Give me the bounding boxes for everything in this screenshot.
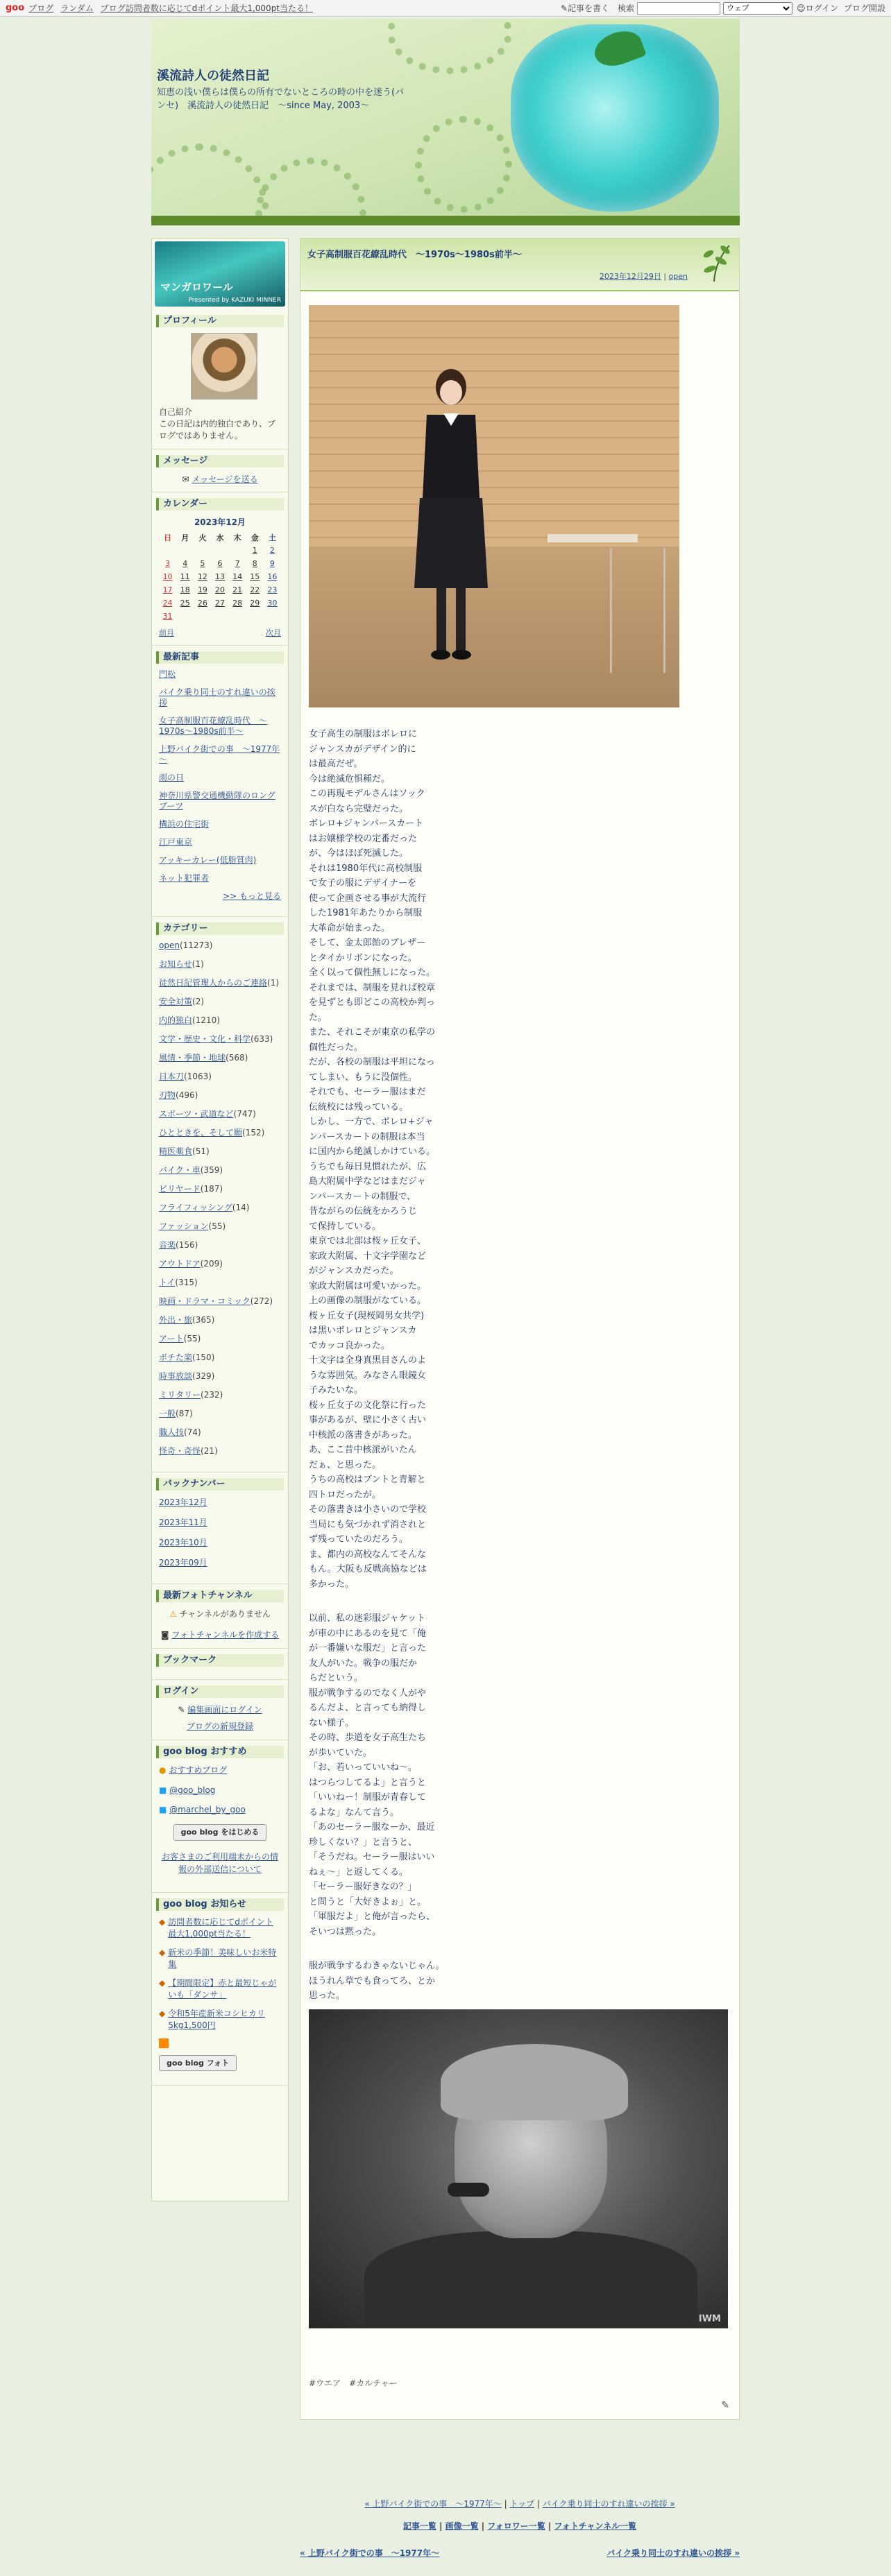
category-link[interactable]: open xyxy=(159,941,180,950)
category-link[interactable]: ボチた楽 xyxy=(159,1353,193,1362)
categories-heading: カテゴリー xyxy=(156,922,284,935)
category-link[interactable]: お知らせ xyxy=(159,959,192,969)
leaf-ornament-icon xyxy=(695,240,733,286)
article-nav: « 上野バイク街での事 ～1977年～ | トップ | バイク乗り同士のすれ違いの挨拶 » xyxy=(364,2499,675,2509)
category-count: (496) xyxy=(176,1090,198,1100)
calendar-day[interactable] xyxy=(264,610,281,623)
backnumber-link[interactable]: 2023年10月 xyxy=(159,1538,207,1547)
calendar-day[interactable]: 10 xyxy=(162,572,173,581)
calendar-day[interactable]: 4 xyxy=(183,559,188,568)
category-count: (1210) xyxy=(192,1015,220,1025)
blog-description: 知恵の浅い僕らは僕らの所有でないところの時の中を迷う(パンセ) 溪流詩人の徒然日記 ～since May, 2003～ xyxy=(157,87,405,111)
topbar-link-campaign[interactable]: ブログ訪問者数に応じてdポイント最大1,000pt当たる！ xyxy=(100,3,314,13)
category-count: (187) xyxy=(200,1184,223,1194)
category-count: (152) xyxy=(242,1128,265,1137)
profile-text: この日記は内的独白であり、ブログではありません。 xyxy=(159,419,276,440)
calendar-day[interactable]: 19 xyxy=(197,585,207,594)
lace-decoration xyxy=(151,144,269,225)
news-section xyxy=(152,1893,288,2086)
recent-article-link[interactable]: 構浜の住宅街 xyxy=(159,819,210,829)
category-link[interactable]: トイ xyxy=(159,1278,176,1287)
category-count: (568) xyxy=(226,1053,248,1063)
lace-decoration xyxy=(255,157,366,225)
twitter-goo-blog-link[interactable]: @goo_blog xyxy=(169,1785,216,1795)
search-input[interactable] xyxy=(637,2,720,15)
category-item xyxy=(159,1446,281,1457)
category-count: (329) xyxy=(192,1371,215,1381)
blog-header xyxy=(151,19,740,225)
category-item xyxy=(159,1015,281,1026)
category-count: (365) xyxy=(192,1315,215,1325)
next-article-link[interactable]: バイク乗り同士のすれ違いの挨拶 » xyxy=(542,2499,675,2509)
category-link[interactable]: フライフィッシング xyxy=(159,1203,232,1212)
category-link[interactable]: ミリタリー xyxy=(159,1390,201,1400)
calendar-day[interactable]: 16 xyxy=(267,572,278,581)
calendar-heading: カレンダー xyxy=(156,498,284,510)
calendar-day[interactable]: 15 xyxy=(250,572,260,581)
pencil-icon: ✎ xyxy=(178,1705,185,1715)
articles-list-link[interactable]: 記事一覧 xyxy=(402,2521,436,2531)
article-paragraph: 以前、私の迷彩服ジャケット が車の中にあるのを見て「俺 が一番嫌いな服だ」と言った 友人がいた。戦争の服だか らだという。 服が戦争するのでなく人がや るんだよ、と言っても納得し ない様子。 その時、歩道を女子高生たち が歩いていた。 「お、若いっていいね～。 はつらつしてるよ」と言うと 「いいねー！制服が青春して るよな」なんて言う。 「あのセーラー服なーか、最近 珍しくない？」と言うと、 「そうだね。セーラー服はいい ねぇ～」と返してくる。 「セーラー服好きなの？」 と問うと「大好きよぉ」と。 「軍服だよ」と俺が言ったら、 そいつは黙った。 xyxy=(309,1613,436,1937)
weekday: 水 xyxy=(216,533,224,542)
category-link[interactable]: 職人技 xyxy=(159,1427,185,1437)
article-meta: 2023年12月29日 | open xyxy=(599,272,688,281)
category-item xyxy=(159,1034,281,1045)
login-section xyxy=(152,1680,288,1740)
category-item xyxy=(159,1334,281,1344)
category-item xyxy=(159,1184,281,1194)
recommend-heading: goo blog おすすめ xyxy=(156,1746,284,1758)
category-item xyxy=(159,1203,281,1213)
category-link[interactable]: 安全対策 xyxy=(159,997,193,1006)
banner-title: マンガロワール xyxy=(160,281,233,293)
news-link[interactable]: 令和5年産新米コシヒカリ5kg1,500円 xyxy=(168,2009,265,2030)
register-blog-link[interactable]: ブログの新規登録 xyxy=(186,1721,253,1731)
search-scope-select[interactable] xyxy=(723,2,792,15)
category-item xyxy=(159,978,281,988)
calendar-day[interactable]: 26 xyxy=(197,599,207,608)
login-heading: ログイン xyxy=(156,1685,284,1698)
calendar-day[interactable] xyxy=(229,610,246,623)
recent-heading: 最新記事 xyxy=(156,651,284,664)
category-link[interactable]: 徒然日記管理人からのご連絡 xyxy=(159,978,268,988)
rss-icon[interactable] xyxy=(159,2038,169,2048)
recent-article-link[interactable]: ネット犯罪者 xyxy=(159,873,210,883)
weekday: 火 xyxy=(198,533,207,542)
calendar-day[interactable] xyxy=(194,544,211,557)
calendar-day[interactable] xyxy=(194,610,211,623)
category-item xyxy=(159,1240,281,1251)
photochannel-section xyxy=(152,1584,288,1649)
category-item xyxy=(159,1165,281,1176)
envelope-icon: ✉ xyxy=(182,474,189,484)
category-item xyxy=(159,941,281,951)
category-link[interactable]: ひとときを、そして願 xyxy=(159,1128,243,1137)
recent-article-link[interactable]: 上野バイク街での事 ～1977年～ xyxy=(159,744,280,764)
weekday: 月 xyxy=(181,533,189,542)
category-link[interactable]: 内的独白 xyxy=(159,1015,193,1025)
bottom-prev-link[interactable]: « 上野バイク街での事 ～1977年～ xyxy=(300,2548,440,2558)
news-icon: ◆ xyxy=(159,1948,166,1957)
calendar-day[interactable]: 8 xyxy=(252,559,257,568)
category-count: (232) xyxy=(201,1390,223,1400)
news-link[interactable]: 新米の季節！美味しいお米特集 xyxy=(168,1948,277,1969)
article-body xyxy=(300,291,739,2389)
recent-articles-section xyxy=(152,646,288,917)
calendar-day[interactable]: 5 xyxy=(200,559,205,568)
calendar-day[interactable]: 7 xyxy=(235,559,240,568)
category-item xyxy=(159,1315,281,1325)
category-item xyxy=(159,1278,281,1288)
article-tags[interactable]: #ウエア #カルチャー xyxy=(309,2378,398,2388)
calendar-day[interactable]: 21 xyxy=(232,585,243,594)
news-icon: ◆ xyxy=(159,1917,166,1927)
pipe xyxy=(448,2183,489,2197)
category-item xyxy=(159,1090,281,1101)
calendar-day[interactable]: 24 xyxy=(162,599,173,608)
category-link[interactable]: 風情・季節・地球 xyxy=(159,1053,226,1063)
weekday: 金 xyxy=(251,533,259,542)
category-count: (1) xyxy=(192,959,204,969)
categories-section xyxy=(152,917,288,1472)
edit-pencil-icon[interactable]: ✎ xyxy=(721,2400,729,2411)
category-item xyxy=(159,959,281,970)
edit-login-link[interactable]: 編集画面にログイン xyxy=(187,1705,262,1715)
calendar-day[interactable]: 18 xyxy=(180,585,190,594)
category-count: (11273) xyxy=(179,941,213,950)
weekday: 日 xyxy=(164,533,172,542)
recent-article-link[interactable]: 門松 xyxy=(159,669,176,679)
category-link[interactable]: 日本刀 xyxy=(159,1072,185,1081)
category-item xyxy=(159,997,281,1007)
calendar-prev-link[interactable]: 前月 xyxy=(159,628,174,637)
recent-article-link[interactable]: 女子高制服百花繚乱時代 ～1970s～1980s前半～ xyxy=(159,716,268,736)
message-heading: メッセージ xyxy=(156,455,284,467)
calendar-next-link[interactable]: 次月 xyxy=(266,628,281,637)
sidebar xyxy=(151,238,289,2201)
weekday: 土 xyxy=(268,533,276,542)
category-item xyxy=(159,1053,281,1063)
twitter-marchel-link[interactable]: @marchel_by_goo xyxy=(169,1805,246,1814)
article xyxy=(300,238,740,2420)
recent-article-link[interactable]: 江戸東京 xyxy=(159,837,193,847)
sailor-cap xyxy=(441,2044,628,2120)
backnumber-heading: バックナンバー xyxy=(156,1478,284,1491)
article-paragraph: 女子高生の制服はボレロに ジャンスカがデザイン的に は最高だぜ。 今は絶滅危惧種だ。 この再現モデルさんはソック スが白なら完璧だった。 ボレロ+ジャンパースカート はお嬢様学校の定番だった が、今はほぼ死滅した。 それは1980年代に高校制服 で女子の服にデザイナーを 使って企画させる事が大流行 した1981年あたりから制服 大革命が始まった。 そして、金太郎飴のブレザー とタイかリボンになった。 全く以って個性無しになった。 それまでは、制服を見れば校章 を見ずとも即どこの高校か判っ た。 また、それこそが東京の私学の 個性だった。 だが、各校の制服は平坦になっ てしまい、もうに没個性。 それでも、セーラー服はまだ 伝統校には残っている。 しかし、一方で、ボレロ+ジャ ンパースカートの制服は本当 に国内から絶滅しかけている。 うちでも毎日見慣れたが、広 島大附属中学などはまだジャ ンパースカートの制服で、 昔ながらの伝統をかろうじ て保持している。 東京では北部は桜ヶ丘女子、 家政大附属、十文字学園など がジャンスカだった。 家政大附属は可愛いかった。 上の画像の制服がなている。 桜ヶ丘女子(現桜岡男女共学) は黒いボレロとジャンスカ でカッコ良かった。 十文字は全身真黒目さんのよ うな雰囲気。みなさん眼鏡女 子みたいな。 桜ヶ丘女子の文化祭に行った 事があるが、壁に小さく古い 中核派の落書きがあった。 あ、ここ昔中核派がいたん だぁ、と思った。 うちの高校はブントと青解と 四トロだったが。 その落書きは小さいので学校 当局にも気づかれず消されと ず残っていたのだろう。 ま、都内の高校なんてそんな もん。大阪も反戦高協などは 多かった。 xyxy=(309,729,436,1590)
warning-icon: ⚠ xyxy=(169,1609,177,1619)
calendar-day[interactable] xyxy=(211,610,228,623)
category-link[interactable]: 映画・ドラマ・コミック xyxy=(159,1296,251,1306)
cafe-table xyxy=(548,534,638,542)
uniform-model-photo[interactable] xyxy=(309,305,679,707)
category-count: (1063) xyxy=(184,1072,212,1081)
category-count: (74) xyxy=(184,1427,201,1437)
category-link[interactable]: バイク・車 xyxy=(159,1165,201,1175)
recent-article-link[interactable]: 神奈川県警交通機動隊のロングブーツ xyxy=(159,791,275,811)
search-label: 検索 xyxy=(618,3,635,13)
wall-background xyxy=(309,305,679,547)
category-link[interactable]: 怪奇・奇怪 xyxy=(159,1446,201,1456)
top-bar xyxy=(0,0,891,17)
calendar-day[interactable]: 25 xyxy=(180,599,190,608)
photo-watermark: IWM xyxy=(698,2313,721,2324)
bookmark-heading: ブックマーク xyxy=(156,1654,284,1667)
calendar-day[interactable]: 28 xyxy=(232,599,243,608)
category-link[interactable]: 精医薬食 xyxy=(159,1147,193,1156)
category-item xyxy=(159,1390,281,1400)
list-nav: 記事一覧 | 画像一覧 | フォロワー一覧 | フォトチャンネル一覧 xyxy=(402,2521,637,2531)
category-link[interactable]: アート xyxy=(159,1334,184,1343)
profile-label: 自己紹介 xyxy=(159,407,193,417)
sidebar-banner[interactable] xyxy=(155,241,285,307)
category-count: (55) xyxy=(208,1221,226,1231)
calendar-month: 2023年12月 xyxy=(194,517,246,527)
recent-article-link[interactable]: バイク乗り同士のすれ違いの挨拶 xyxy=(159,687,275,707)
calendar-day[interactable]: 22 xyxy=(250,585,260,594)
student-figure xyxy=(413,359,489,678)
backnumber-section xyxy=(152,1472,288,1584)
category-link[interactable]: 外出・旅 xyxy=(159,1315,193,1325)
category-count: (150) xyxy=(192,1353,215,1362)
lace-decoration xyxy=(387,19,512,74)
recent-article-link[interactable]: 雨の日 xyxy=(159,773,185,782)
followers-list-link[interactable]: フォロワー一覧 xyxy=(487,2521,545,2531)
bulb-icon: ● xyxy=(159,1765,167,1775)
recommend-section xyxy=(152,1740,288,1893)
article-paragraph: 服が戦争するわきゃないじゃん。 ほうれん草でも食ってろ、とか 思った。 xyxy=(309,1961,445,2001)
calendar-day[interactable] xyxy=(176,610,194,623)
lace-decoration xyxy=(415,116,512,213)
backnumber-link[interactable]: 2023年11月 xyxy=(159,1518,207,1527)
category-count: (87) xyxy=(176,1409,193,1418)
category-count: (209) xyxy=(200,1259,223,1269)
category-count: (55) xyxy=(183,1334,201,1343)
calendar-day[interactable] xyxy=(229,544,246,557)
no-channel-text: チャンネルがありません xyxy=(179,1609,271,1619)
profile-avatar[interactable] xyxy=(191,333,257,400)
category-link[interactable]: ビリヤード xyxy=(159,1184,201,1194)
category-item xyxy=(159,1409,281,1419)
bookmark-section xyxy=(152,1649,288,1680)
twitter-icon: ■ xyxy=(159,1805,167,1814)
category-count: (272) xyxy=(250,1296,273,1306)
top-link[interactable]: トップ xyxy=(509,2499,535,2509)
goo-logo[interactable]: goo xyxy=(6,3,25,13)
backnumber-link[interactable]: 2023年12月 xyxy=(159,1497,207,1507)
pencil-icon: ✎ xyxy=(560,3,568,13)
photochannel-list-link[interactable]: フォトチャンネル一覧 xyxy=(554,2521,637,2531)
calendar-day[interactable]: 12 xyxy=(197,572,207,581)
category-item xyxy=(159,1353,281,1363)
calendar-section xyxy=(152,492,288,646)
category-link[interactable]: 時事放談 xyxy=(159,1371,193,1381)
category-item xyxy=(159,1147,281,1157)
category-link[interactable]: ファッション xyxy=(159,1221,209,1231)
calendar-day[interactable] xyxy=(211,544,228,557)
category-link[interactable]: スポーツ・武道など xyxy=(159,1109,234,1119)
start-blog-button[interactable]: goo blog をはじめる xyxy=(173,1824,267,1841)
sailor-photo[interactable] xyxy=(309,2009,728,2328)
topbar-link-blog[interactable]: ブログ xyxy=(28,3,54,13)
category-count: (51) xyxy=(192,1147,210,1156)
calendar-day[interactable]: 9 xyxy=(269,559,275,568)
calendar-day[interactable]: 17 xyxy=(162,585,173,594)
twitter-icon: ■ xyxy=(159,1785,167,1795)
calendar-day[interactable]: 14 xyxy=(232,572,243,581)
article-date-link[interactable]: 2023年12月29日 xyxy=(599,272,661,281)
create-channel-link[interactable]: フォトチャンネルを作成する xyxy=(171,1630,280,1640)
sailor-shirt xyxy=(364,2231,697,2328)
photochannel-heading: 最新フォトチャンネル xyxy=(156,1590,284,1602)
user-icon: ☺ xyxy=(797,3,806,13)
category-count: (2) xyxy=(192,997,205,1006)
prev-article-link[interactable]: « 上野バイク街での事 ～1977年～ xyxy=(364,2499,502,2509)
news-icon: ◆ xyxy=(159,2009,166,2018)
article-header xyxy=(300,239,739,291)
calendar-day[interactable]: 30 xyxy=(267,599,278,608)
category-count: (747) xyxy=(233,1109,256,1119)
images-list-link[interactable]: 画像一覧 xyxy=(445,2521,479,2531)
photo-button[interactable]: goo blog フォト xyxy=(159,2055,237,2071)
backnumber-link[interactable]: 2023年09月 xyxy=(159,1558,207,1568)
news-icon: ◆ xyxy=(159,1978,166,1988)
message-section xyxy=(152,449,288,492)
category-count: (633) xyxy=(251,1034,273,1044)
open-blog-link[interactable]: ブログ開設 xyxy=(843,3,885,13)
send-message-link[interactable]: メッセージを送る xyxy=(192,474,258,484)
calendar-day[interactable]: 6 xyxy=(217,559,223,568)
calendar-day[interactable]: 20 xyxy=(214,585,225,594)
profile-section xyxy=(152,309,288,449)
category-item xyxy=(159,1221,281,1232)
category-item xyxy=(159,1427,281,1438)
category-count: (359) xyxy=(200,1165,223,1175)
category-count: (1) xyxy=(267,978,280,988)
login-link[interactable]: ☺ログイン xyxy=(797,3,838,13)
category-link[interactable]: 刃物 xyxy=(159,1090,176,1100)
weekday: 木 xyxy=(233,533,241,542)
calendar-day[interactable]: 13 xyxy=(214,572,225,581)
category-count: (14) xyxy=(232,1203,250,1212)
news-heading: goo blog お知らせ xyxy=(156,1898,284,1911)
blog-title[interactable]: 溪流詩人の徒然日記 xyxy=(157,69,269,83)
external-transmission-link[interactable]: お客さまのご利用端末からの情報の外部送信について xyxy=(161,1852,278,1874)
camera-icon: ◙ xyxy=(160,1630,169,1640)
topbar-link-random[interactable]: ランダム xyxy=(60,3,94,13)
category-count: (21) xyxy=(201,1446,218,1456)
news-link[interactable]: 【期間限定】赤と最短じゃがいも「ダンサ」 xyxy=(168,1978,277,2000)
category-link[interactable]: アウトドア xyxy=(159,1259,201,1269)
bottom-next-link[interactable]: バイク乗り同士のすれ違いの挨拶 » xyxy=(606,2548,740,2558)
news-link[interactable]: 訪問者数に応じてdポイント最大1,000pt当たる！ xyxy=(168,1917,273,1939)
category-count: (315) xyxy=(175,1278,198,1287)
calendar-day[interactable] xyxy=(176,544,194,557)
category-item xyxy=(159,1371,281,1382)
cafe-chair xyxy=(610,548,665,673)
banner-subtitle: Presented by KAZUKI MINNER xyxy=(188,297,281,304)
category-count: (156) xyxy=(176,1240,198,1250)
more-articles-link[interactable]: >> もっと見る xyxy=(223,891,281,901)
calendar-table xyxy=(159,516,281,623)
calendar-day[interactable]: 31 xyxy=(162,612,173,621)
calendar-day[interactable] xyxy=(159,544,176,557)
calendar-day[interactable]: 2 xyxy=(269,546,275,555)
calendar-day[interactable]: 11 xyxy=(180,572,190,581)
article-category-link[interactable]: open xyxy=(668,272,688,281)
calendar-day[interactable]: 27 xyxy=(214,599,225,608)
profile-heading: プロフィール xyxy=(156,315,284,327)
category-item xyxy=(159,1259,281,1269)
category-item xyxy=(159,1128,281,1138)
category-item xyxy=(159,1296,281,1307)
calendar-day[interactable]: 3 xyxy=(165,559,171,568)
recommend-blog-link[interactable]: おすすめブログ xyxy=(169,1765,228,1775)
category-link[interactable]: 文学・歴史・文化・科学 xyxy=(159,1034,251,1044)
category-link[interactable]: 一般 xyxy=(159,1409,176,1418)
calendar-day[interactable]: 23 xyxy=(267,585,278,594)
recent-article-link[interactable]: アッキーカレー(低脂質肉) xyxy=(159,855,257,865)
article-title[interactable]: 女子高制服百花繚乱時代 ～1970s～1980s前半～ xyxy=(307,250,522,260)
calendar-day[interactable] xyxy=(246,610,264,623)
calendar-day[interactable]: 1 xyxy=(252,546,257,555)
category-item xyxy=(159,1072,281,1082)
calendar-day[interactable]: 29 xyxy=(250,599,260,608)
write-article-link[interactable]: ✎記事を書く xyxy=(560,3,610,13)
category-item xyxy=(159,1109,281,1119)
category-link[interactable]: 音楽 xyxy=(159,1240,176,1250)
